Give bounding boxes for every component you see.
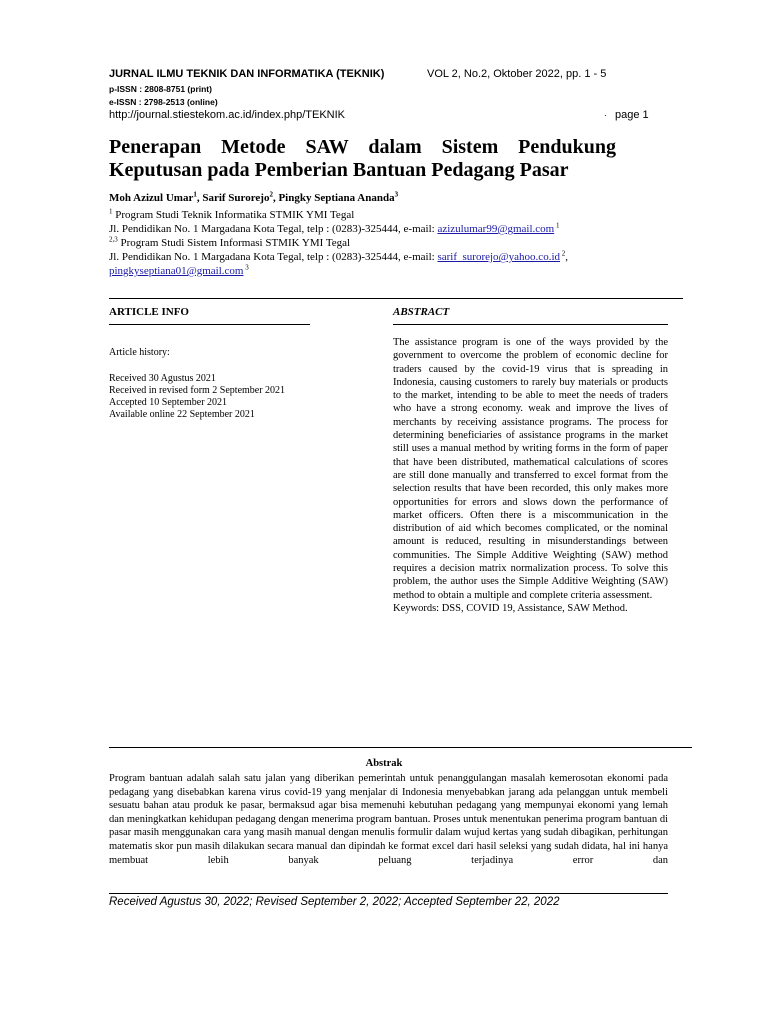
addr2-text: Jl. Pendidikan No. 1 Margadana Kota Tegal, telp : (0283)-325444, e-mail: xyxy=(109,251,438,263)
footer-divider xyxy=(109,893,668,894)
received-date: Received 30 Agustus 2021 xyxy=(109,373,216,384)
address-1 xyxy=(109,222,669,236)
email-1-link[interactable]: azizulumar99@gmail.com xyxy=(437,223,555,235)
abstract-underline xyxy=(393,324,668,325)
article-info-underline xyxy=(109,324,310,325)
journal-name: JURNAL ILMU TEKNIK DAN INFORMATIKA (TEKNIK) xyxy=(109,68,385,80)
submission-dates: Received Agustus 30, 2022; Revised September 2, 2022; Accepted September 22, 2022 xyxy=(109,896,560,908)
page-dot: · xyxy=(604,110,607,120)
address-2-cont xyxy=(109,264,669,278)
aff1-text: Program Studi Teknik Informatika STMIK YMI Tegal xyxy=(112,209,355,221)
affiliation-2 xyxy=(109,236,669,250)
abstrak-heading: Abstrak xyxy=(365,758,403,769)
abstract-heading: ABSTRACT xyxy=(393,306,450,318)
article-info-heading: ARTICLE INFO xyxy=(109,306,189,318)
abstrak-divider xyxy=(109,747,692,748)
title-line-2: Keputusan pada Pemberian Bantuan Pedagang Pasar xyxy=(109,159,569,181)
accepted-date: Accepted 10 September 2021 xyxy=(109,397,228,408)
online-date: Available online 22 September 2021 xyxy=(109,409,255,420)
journal-volume: VOL 2, No.2, Oktober 2022, pp. 1 - 5 xyxy=(427,68,607,80)
keywords: Keywords: DSS, COVID 19, Assistance, SAW Method. xyxy=(393,602,628,614)
email-comma: , xyxy=(565,251,568,263)
email-2-link[interactable]: sarif_surorejo@yahoo.co.id xyxy=(437,251,560,263)
page-label: page 1 xyxy=(615,109,649,121)
e-issn: e-ISSN : 2798-2513 (online) xyxy=(109,97,218,107)
abstract-body xyxy=(393,336,668,615)
author-2-sup: 2 xyxy=(269,190,273,199)
author-list xyxy=(109,192,398,204)
page-number xyxy=(604,109,649,121)
aff2-sup: 2,3 xyxy=(109,235,118,244)
revised-date: Received in revised form 2 September 2021 xyxy=(109,385,286,396)
p-issn: p-ISSN : 2808-8751 (print) xyxy=(109,84,212,94)
address-2 xyxy=(109,250,669,264)
author-1: Moh Azizul Umar xyxy=(109,192,194,204)
aff1-sup: 1 xyxy=(109,207,113,216)
email2-sup: 2 xyxy=(560,249,566,258)
addr1-text: Jl. Pendidikan No. 1 Margadana Kota Tegal, telp : (0283)-325444, e-mail: xyxy=(109,223,438,235)
email3-sup: 3 xyxy=(243,263,249,272)
abstract-paragraph: The assistance program is one of the ways provided by the government to overcome the problem of economic decline for traders caused by the covid-19 virus that is spreading in Indonesia, causing customers to rarely buy materials or products to the market, intending to be able to meet the needs of traders who have a strong economy. weak and improve the lives of merchants by receiving assistance programs. The process for determining beneficiaries of assistance programs in the market still uses a manual method by writing forms in the form of paper that have been distributed, mathematical calculations of scores are still done manually and transferred to excel format from the selection results that have been recorded, this only makes more opportunities for errors and slows down the performance of market officers. Often there is a miscommunication in the distribution of aid which becomes complicated, or the nominal amount is reduced, resulting in misunderstandings between communities. The Simple Additive Weighting (SAW) method requires a decision matrix normalization process. To solve this problem, the author uses the Simple Additive Weighting (SAW) method to obtain a multiple and complete criteria assessment. xyxy=(393,337,668,601)
title-line-1: Penerapan Metode SAW dalam Sistem Pendukung xyxy=(109,136,616,158)
aff2-text: Program Studi Sistem Informasi STMIK YMI Tegal xyxy=(117,237,351,249)
author-2: , Sarif Surorejo xyxy=(196,192,270,204)
article-history-label: Article history: xyxy=(109,347,170,358)
abstrak-body: Program bantuan adalah salah satu jalan yang diberikan pemerintah untuk penanggulangan masalah kemerosotan ekonomi pada pedagang yang disebabkan karena virus covid-19 yang menjalar di Indonesia menyebabkan jarang ada pelanggan untuk membeli sesuatu bahan atau produk ke pasar, bermaksud agar bisa memenuhi kebutuhan pedagang yang mempunyai ekonomi yang lemah dan meningkatkan kehidupan pedagang dengan menerima program bantuan. Proses untuk menentukan penerima program bantuan di pasar masih menggunakan cara yang masih manual dengan menulis formulir dalam wujud kertas yang sudah dibagikan, perhitungan matematis skor pun masih dilakukan secara manual dan dipindah ke format excel dari hasil seleksi yang sudah didata, hal ini hanya membuat lebih banyak peluang terjadinya error dan xyxy=(109,773,668,866)
journal-url[interactable]: http://journal.stiestekom.ac.id/index.php/TEKNIK xyxy=(109,109,346,121)
author-3: , Pingky Septiana Ananda xyxy=(272,192,395,204)
author-3-sup: 3 xyxy=(394,190,399,199)
email-3-link[interactable]: pingkyseptiana01@gmail.com xyxy=(109,265,244,277)
email1-sup: 1 xyxy=(554,221,560,230)
affiliation-1 xyxy=(109,208,669,222)
paper-title xyxy=(109,136,669,182)
top-divider xyxy=(109,298,683,299)
author-1-sup: 1 xyxy=(193,190,197,199)
